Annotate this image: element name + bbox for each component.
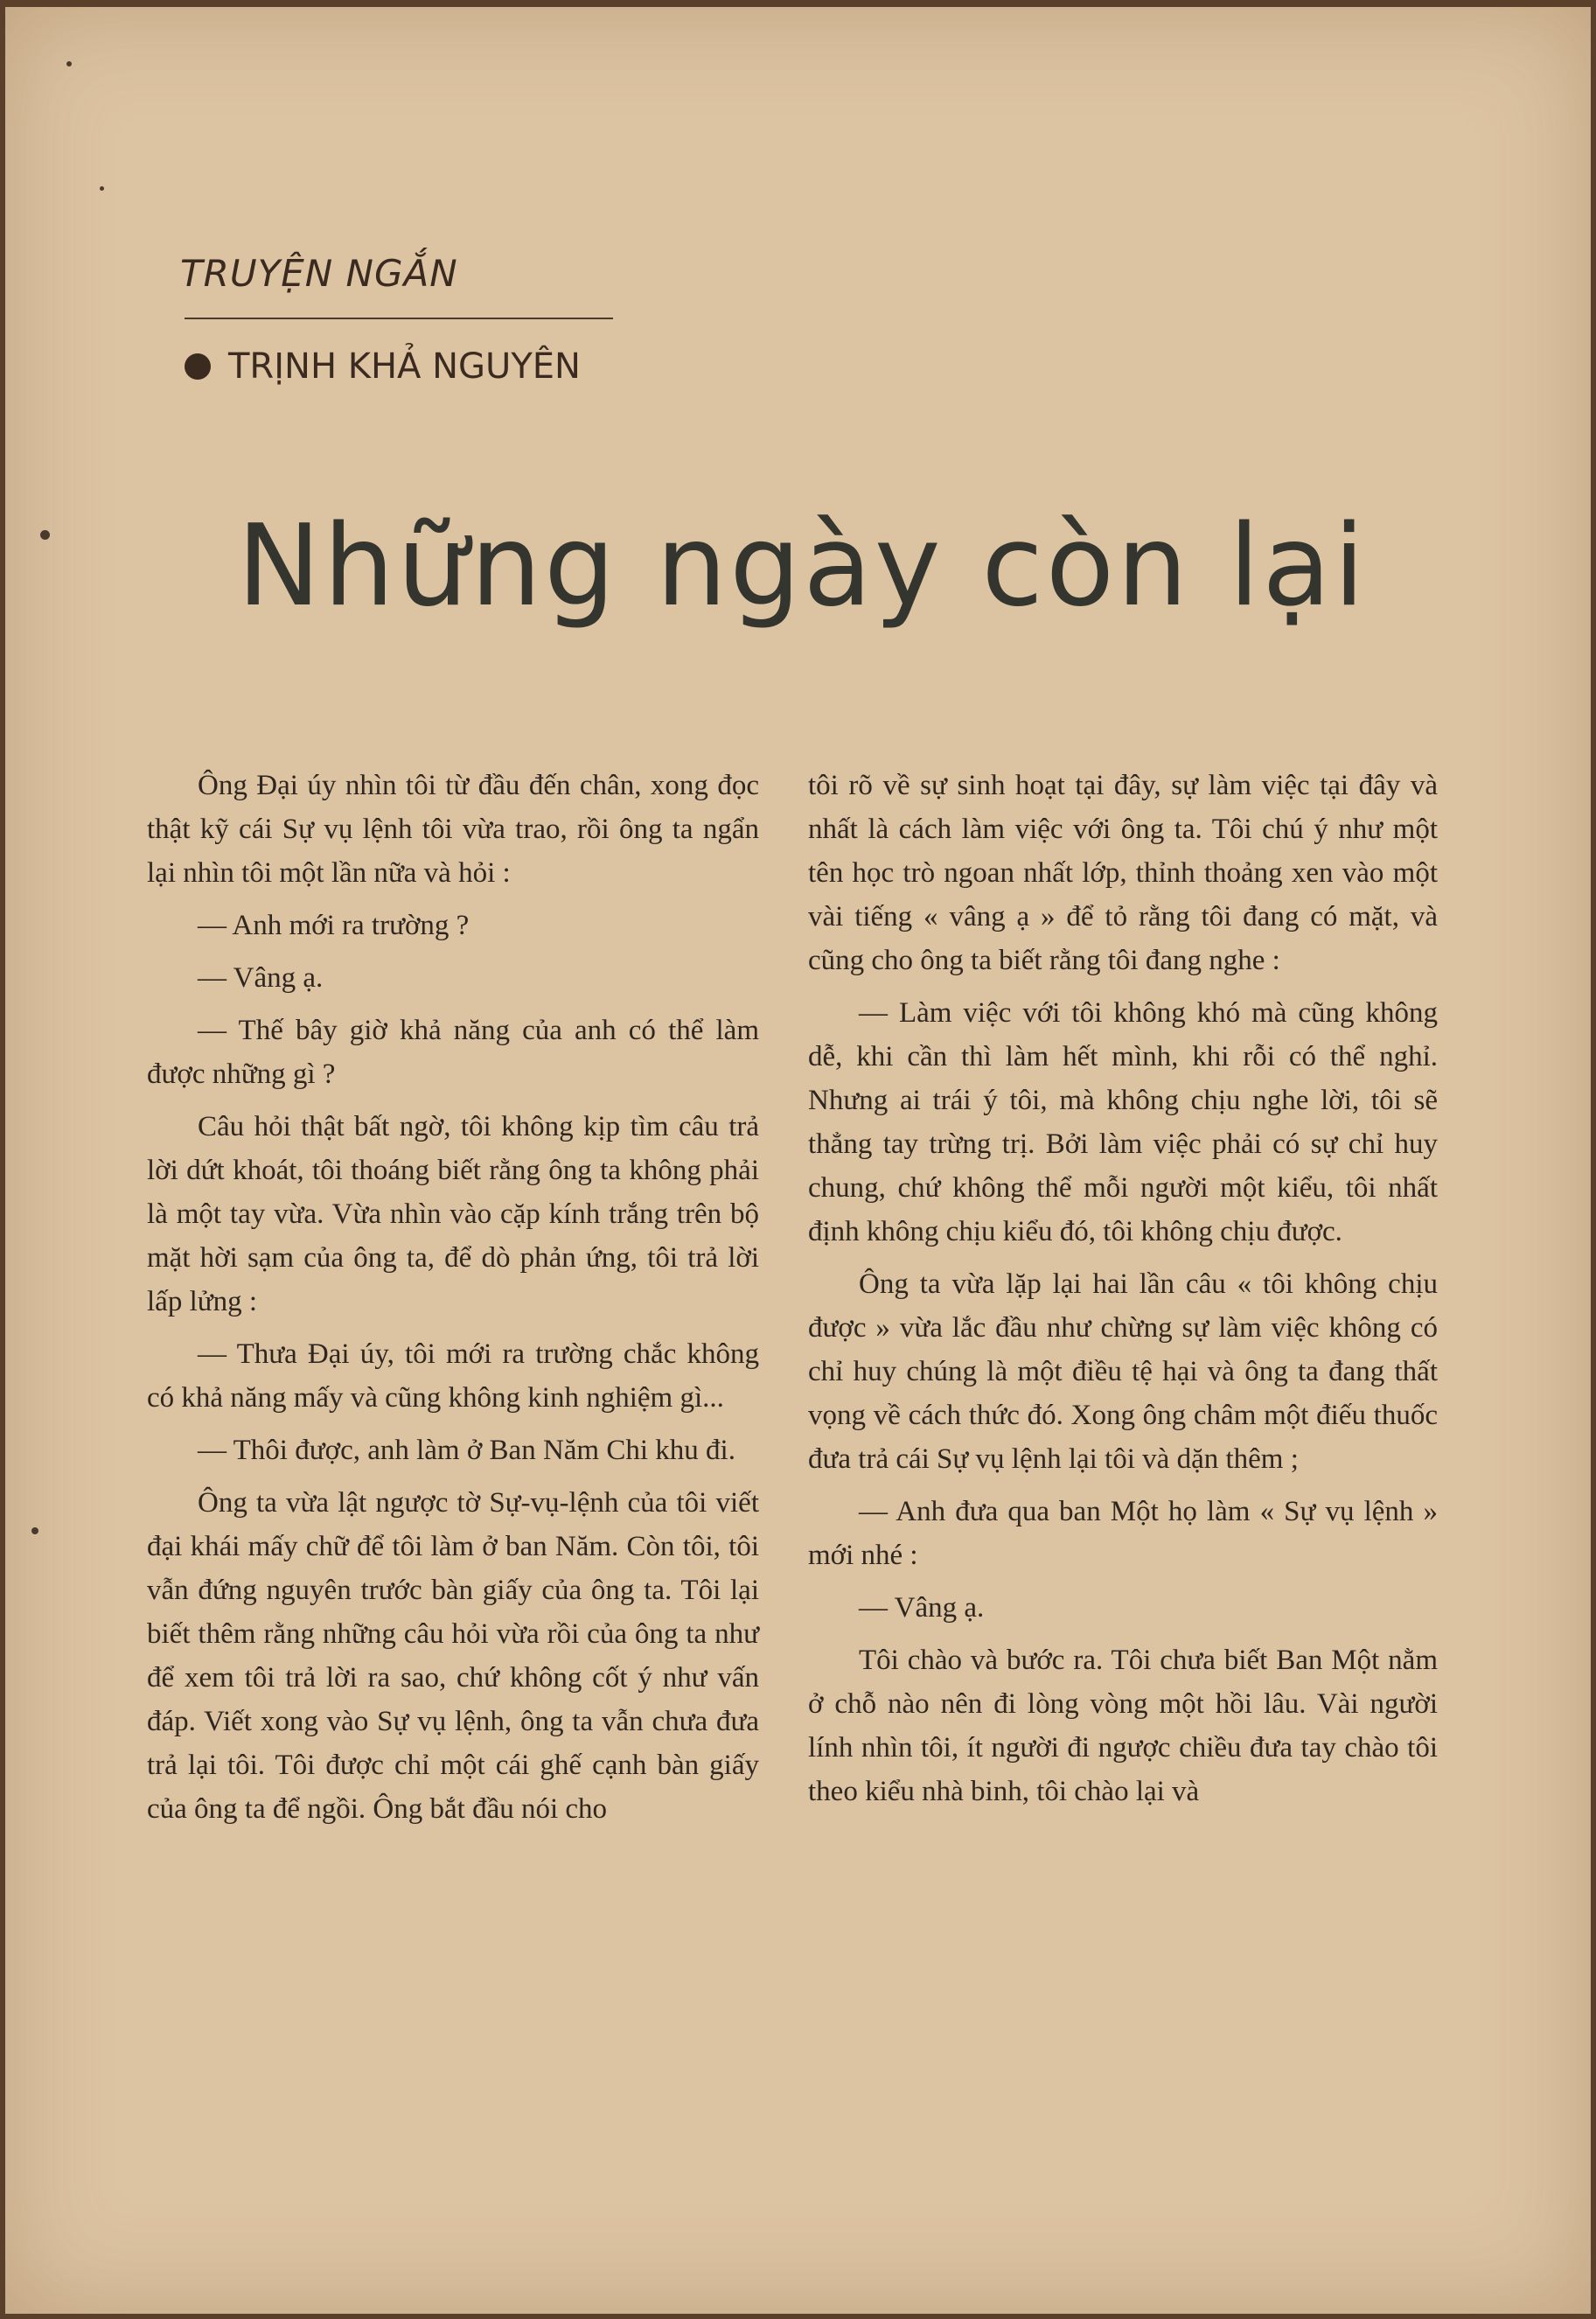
story-title: Những ngày còn lại [237, 501, 1368, 632]
author-line [185, 346, 581, 387]
text-column-left [147, 764, 759, 1840]
paragraph: — Vâng ạ. [198, 962, 324, 994]
page-speck [66, 61, 72, 66]
paragraph: Ông ta vừa lặp lại hai lần câu « tôi không chịu được » vừa lắc đầu như chừng sự làm việc không có chỉ huy chúng là một điều tệ hại và ông ta đang thất vọng về cách thức đó. Xong ông châm một điếu thuốc đưa trả cái Sự vụ lệnh lại tôi và dặn thêm ; [808, 1268, 1438, 1475]
paragraph: — Vâng ạ. [859, 1592, 985, 1624]
header-divider [185, 318, 613, 319]
paragraph: Ông Đại úy nhìn tôi từ đầu đến chân, xong đọc thật kỹ cái Sự vụ lệnh tôi vừa trao, rồi ông ta ngẩn lại nhìn tôi một lần nữa và hỏi : [147, 770, 759, 889]
paragraph: — Thế bây giờ khả năng của anh có thể làm được những gì ? [147, 1015, 759, 1090]
paragraph: tôi rõ về sự sinh hoạt tại đây, sự làm việc tại đây và nhất là cách làm việc với ông ta. Tôi chú ý như một tên học trò ngoan nhất lớp, thỉnh thoảng xen vào một vài tiếng « vâng ạ » để tỏ rằng tôi đang có mặt, và cũng cho ông ta biết rằng tôi đang nghe : [808, 770, 1438, 976]
paragraph: — Thôi được, anh làm ở Ban Năm Chi khu đi. [198, 1435, 735, 1466]
paragraph: — Anh mới ra trường ? [198, 910, 470, 941]
page-speck [31, 1527, 38, 1534]
paragraph: — Làm việc với tôi không khó mà cũng không dễ, khi cần thì làm hết mình, khi rỗi có thể nghỉ. Nhưng ai trái ý tôi, mà không chịu nghe lời, tôi sẽ thẳng tay trừng trị. Bởi làm việc phải có sự chỉ huy chung, chứ không thể mỗi người một kiểu, tôi nhất định không chịu kiểu đó, tôi không chịu được. [808, 997, 1438, 1247]
author-name: TRỊNH KHẢ NGUYÊN [228, 346, 581, 387]
paragraph: Câu hỏi thật bất ngờ, tôi không kịp tìm câu trả lời dứt khoát, tôi thoáng biết rằng ông ta không phải là một tay vừa. Vừa nhìn vào cặp kính trắng trên bộ mặt hời sạm của ông ta, để dò phản ứng, tôi trả lời lấp lửng : [147, 1111, 759, 1317]
page-speck [40, 530, 50, 540]
paragraph: Ông ta vừa lật ngược tờ Sự-vụ-lệnh của tôi viết đại khái mấy chữ để tôi làm ở ban Năm. Còn tôi, tôi vẫn đứng nguyên trước bàn giấy của ông ta. Tôi lại biết thêm rằng những câu hỏi vừa rồi của ông ta như để xem tôi trả lời ra sao, chứ không cốt ý như vấn đáp. Viết xong vào Sự vụ lệnh, ông ta vẫn chưa đưa trả lại tôi. Tôi được chỉ một cái ghế cạnh bàn giấy của ông ta để ngồi. Ông bắt đầu nói cho [147, 1487, 759, 1825]
magazine-page [5, 7, 1591, 2314]
paragraph: — Anh đưa qua ban Một họ làm « Sự vụ lệnh » mới nhé : [808, 1496, 1438, 1571]
page-speck [100, 186, 104, 191]
bullet-icon [185, 353, 211, 380]
text-column-right [808, 764, 1438, 1822]
paragraph: — Thưa Đại úy, tôi mới ra trường chắc không có khả năng mấy và cũng không kinh nghiệm gì... [147, 1338, 759, 1414]
section-label: TRUYỆN NGẮN [180, 252, 458, 295]
paragraph: Tôi chào và bước ra. Tôi chưa biết Ban Một nằm ở chỗ nào nên đi lòng vòng một hồi lâu. Vài người lính nhìn tôi, ít người đi ngược chiều đưa tay chào tôi theo kiểu nhà binh, tôi chào lại và [808, 1645, 1438, 1807]
